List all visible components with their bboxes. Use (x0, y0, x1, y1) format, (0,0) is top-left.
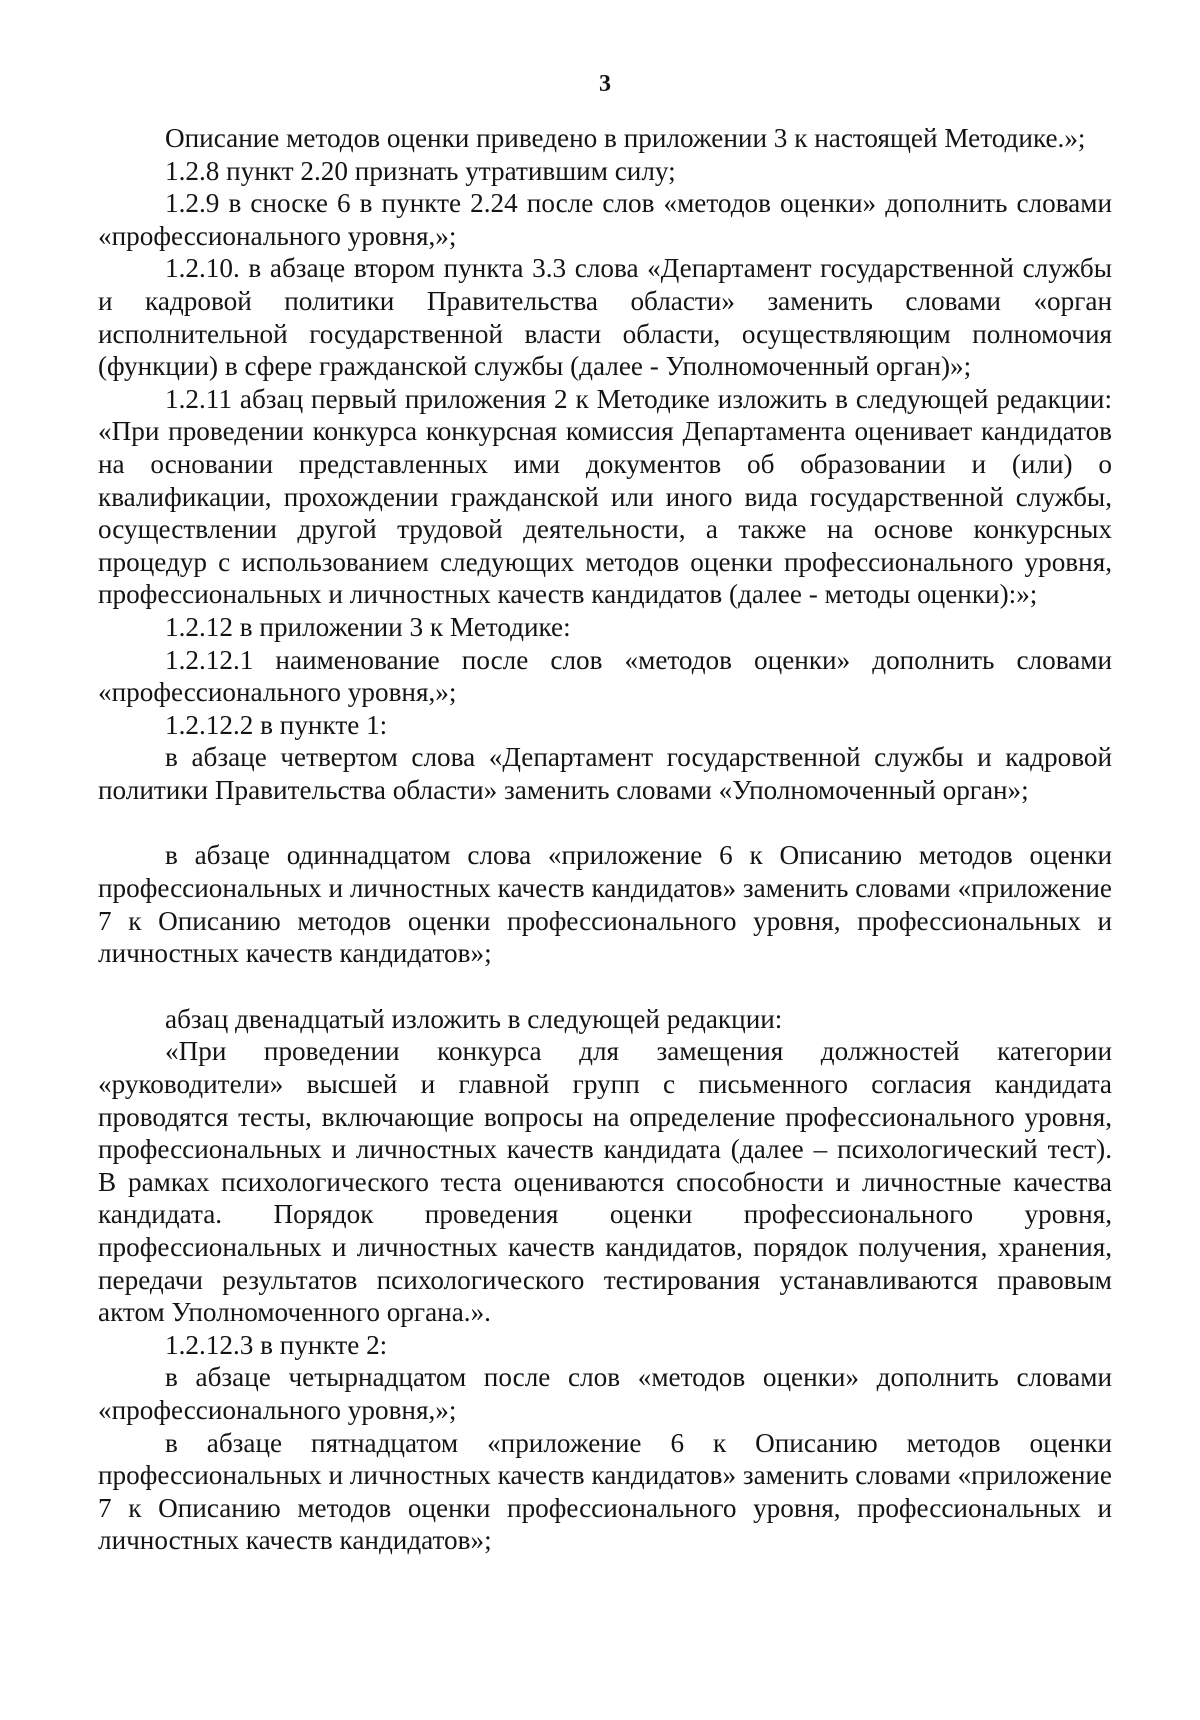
paragraph-1-2-11: 1.2.11 абзац первый приложения 2 к Методике изложить в следующей редакции: «При проведении конкурса конкурсная комиссия Департамента оценивает кандидатов на основании представленных ими документов об образовании и (или) о квалификации, прохождении гражданской или иного вида государственной службы, осуществлении другой трудовой деятельности, а также на основе конкурсных процедур с использованием следующих методов оценки профессионального уровня, профессиональных и личностных качеств кандидатов (далее - методы оценки):»; (98, 383, 1112, 610)
paragraph-1-2-10: 1.2.10. в абзаце втором пункта 3.3 слова «Департамент государственной службы и кадровой политики Правительства области» заменить словами «орган исполнительной государственной власти области, осуществляющим полномочия (функции) в сфере гражданской службы (далее - Уполномоченный орган)»; (98, 253, 1112, 382)
paragraph-1-2-9: 1.2.9 в сноске 6 в пункте 2.24 после слов «методов оценки» дополнить словами «профессионального уровня,»; (98, 188, 1112, 251)
page-number: 3 (599, 71, 611, 97)
paragraph-1-2-8: 1.2.8 пункт 2.20 признать утратившим силу; (165, 155, 676, 186)
paragraph-fourteenth-abzats: в абзаце четырнадцатом после слов «методов оценки» дополнить словами «профессионального уровня,»; (98, 1362, 1112, 1425)
paragraph-fifteenth-abzats: в абзаце пятнадцатом «приложение 6 к Описанию методов оценки профессиональных и личностных качеств кандидатов» заменить словами «приложение 7 к Описанию методов оценки профессионального уровня, профессиональных и личностных качеств кандидатов»; (98, 1427, 1112, 1556)
paragraph-fourth-abzats: в абзаце четвертом слова «Департамент государственной службы и кадровой политики Правительства области» заменить словами «Уполномоченный орган»; (98, 742, 1112, 805)
paragraph-1-2-12: 1.2.12 в приложении 3 к Методике: (165, 611, 571, 642)
paragraph-1-2-12-3: 1.2.12.3 в пункте 2: (165, 1329, 388, 1360)
paragraph-twelfth-abzats-text: «При проведении конкурса для замещения должностей категории «руководители» высшей и главной групп с письменного согласия кандидата проводятся тесты, включающие вопросы на определение профессионального уровня, профессиональных и личностных качеств кандидата (далее – психологический тест). В рамках психологического теста оцениваются способности и личностные качества кандидата. Порядок проведения оценки профессионального уровня, профессиональных и личностных качеств кандидатов, порядок получения, хранения, передачи результатов психологического тестирования устанавливаются правовым актом Уполномоченного органа.». (98, 1036, 1112, 1328)
paragraph-1-2-12-1: 1.2.12.1 наименование после слов «методов оценки» дополнить словами «профессионального уровня,»; (98, 644, 1112, 708)
paragraph-twelfth-abzats-intro: абзац двенадцатый изложить в следующей редакции: (165, 1003, 783, 1034)
paragraph-eleventh-abzats: в абзаце одиннадцатом слова «приложение 6 к Описанию методов оценки профессиональных и личностных качеств кандидатов» заменить словами «приложение 7 к Описанию методов оценки профессионального уровня, профессиональных и личностных качеств кандидатов»; (98, 840, 1112, 969)
paragraph-1-2-12-2: 1.2.12.2 в пункте 1: (165, 709, 388, 740)
paragraph-methods-description: Описание методов оценки приведено в приложении 3 к настоящей Методике.»; (165, 123, 1086, 153)
